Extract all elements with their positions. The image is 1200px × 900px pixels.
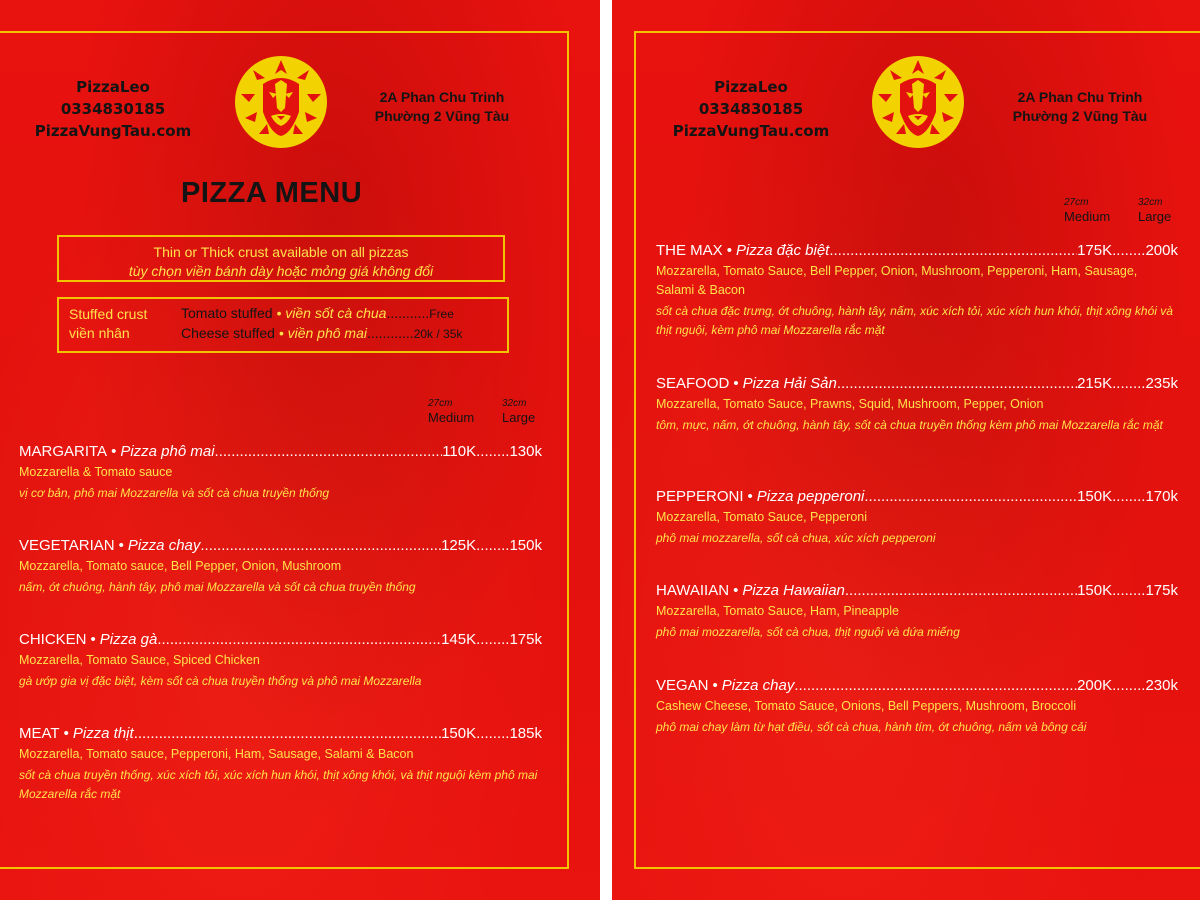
brand-name: PizzaLeo <box>714 78 788 96</box>
ingredients-en: Mozzarella & Tomato sauce <box>19 465 173 479</box>
menu-title: PIZZA MENU <box>181 177 363 209</box>
price-large: 170k <box>1145 488 1178 505</box>
price-large: 150k <box>509 537 542 554</box>
menu-item <box>19 537 542 597</box>
stuffed-option: Cheese stuffed • viền phô mai............20k / 35k <box>181 325 463 341</box>
bullet-separator: • <box>63 725 69 742</box>
price-medium: 145K <box>441 631 477 648</box>
size-medium-cm: 27cm <box>428 398 453 409</box>
address-line-2: Phường 2 Vũng Tàu <box>1012 108 1148 124</box>
dot-leader <box>837 375 1077 392</box>
stuffed-option-name: Cheese stuffed <box>181 325 275 341</box>
price-medium: 175K <box>1077 242 1113 259</box>
menu-item <box>656 582 1178 642</box>
price-medium: 125K <box>441 537 477 554</box>
menu-item-line <box>656 582 1178 599</box>
bullet-separator: • <box>118 537 124 554</box>
price-medium: 150K <box>1077 488 1113 505</box>
bullet-separator: • <box>712 677 718 694</box>
menu-item-line <box>656 677 1178 694</box>
brand-name: PizzaLeo <box>76 78 150 96</box>
stuffed-label-vn: viền nhân <box>69 325 130 341</box>
stuffed-option-price: Free <box>429 307 454 321</box>
dot-leader-short: ........ <box>476 537 510 554</box>
ingredients-vn: tôm, mực, nấm, ớt chuông, hành tây, sốt cà chua truyền thống kèm phô mai Mozzarella rắc mặt <box>656 418 1163 432</box>
brand-phone: 0334830185 <box>698 100 804 118</box>
stuffed-option-name: Tomato stuffed <box>181 305 273 321</box>
menu-item-vn-name: Pizza chay <box>127 537 201 554</box>
page-divider <box>600 0 612 900</box>
menu-item-name: VEGETARIAN <box>19 537 115 554</box>
dot-leader <box>157 631 441 648</box>
ingredients-en: Mozzarella, Tomato Sauce, Ham, Pineapple <box>656 604 899 618</box>
brand-block <box>30 76 196 142</box>
dot-leader-short: ........ <box>1112 582 1146 599</box>
brand-phone: 0334830185 <box>60 100 166 118</box>
menu-page-right <box>612 0 1200 900</box>
stuffed-crust-box <box>57 297 509 353</box>
menu-item-line <box>19 631 542 648</box>
ingredients-en: Mozzarella, Tomato Sauce, Pepperoni <box>656 510 867 524</box>
bullet-separator: • <box>733 582 739 599</box>
ingredients-vn: gà ướp gia vị đặc biệt, kèm sốt cà chua truyền thống và phô mai Mozzarella <box>19 674 422 688</box>
stuffed-label-en: Stuffed crust <box>69 306 148 322</box>
menu-item-line <box>19 537 542 554</box>
menu-item-vn-name: Pizza thịt <box>72 725 134 742</box>
menu-item-name: MARGARITA <box>19 443 108 460</box>
ingredients-en: Mozzarella, Tomato Sauce, Spiced Chicken <box>19 653 260 667</box>
dot-leader-short: ........ <box>476 725 510 742</box>
ingredients-vn: phô mai mozzarella, sốt cà chua, thịt nguội và dứa miếng <box>656 625 960 639</box>
bullet-separator: • <box>747 488 753 505</box>
price-medium: 200K <box>1077 677 1113 694</box>
stuffed-option-dots: ............ <box>367 325 414 341</box>
size-header-large <box>502 397 535 425</box>
dot-leader <box>794 677 1077 694</box>
ingredients-en: Mozzarella, Tomato Sauce, Bell Pepper, Onion, Mushroom, Pepperoni, Ham, Sausage, Salami & Bacon <box>656 264 1138 297</box>
dot-leader <box>200 537 441 554</box>
ingredients-en: Mozzarella, Tomato Sauce, Prawns, Squid, Mushroom, Pepper, Onion <box>656 397 1044 411</box>
dot-leader <box>134 725 441 742</box>
size-large-cm: 32cm <box>502 398 527 409</box>
stuffed-option: Tomato stuffed • viền sốt cà chua...........Free <box>181 305 454 321</box>
address-line-1: 2A Phan Chu Trinh <box>1017 89 1143 105</box>
menu-item-name: VEGAN <box>656 677 709 694</box>
size-header-large <box>1138 196 1171 224</box>
menu-item-vn-name: Pizza pepperoni <box>756 488 865 505</box>
dot-leader <box>215 443 443 460</box>
size-medium-cm: 27cm <box>1064 197 1089 208</box>
price-medium: 215K <box>1077 375 1113 392</box>
menu-item-vn-name: Pizza chay <box>721 677 795 694</box>
ingredients-en: Mozzarella, Tomato sauce, Bell Pepper, Onion, Mushroom <box>19 559 342 573</box>
dot-leader-short: ........ <box>1112 677 1146 694</box>
menu-item-name: SEAFOOD <box>656 375 730 392</box>
menu-item <box>656 677 1178 737</box>
ingredients-vn: phô mai mozzarella, sốt cà chua, xúc xích pepperoni <box>656 531 936 545</box>
stuffed-option-dots: ........... <box>386 305 430 321</box>
ingredients-vn: vị cơ bản, phô mai Mozzarella và sốt cà chua truyền thống <box>19 486 330 500</box>
ingredients-en: Cashew Cheese, Tomato Sauce, Onions, Bell Peppers, Mushroom, Broccoli <box>656 699 1077 713</box>
dot-leader <box>845 582 1077 599</box>
price-medium: 110K <box>442 443 477 460</box>
menu-item-line <box>656 242 1178 259</box>
size-medium-label: Medium <box>428 410 475 425</box>
stuffed-option-vn: viền sốt cà chua <box>285 305 387 321</box>
menu-item-name: HAWAIIAN <box>656 582 730 599</box>
price-large: 175k <box>509 631 542 648</box>
bullet-separator: • <box>111 443 117 460</box>
menu-item <box>19 443 542 503</box>
menu-item-name: CHICKEN <box>19 631 87 648</box>
crust-note-vn: tùy chọn viền bánh dày hoặc mỏng giá không đổi <box>128 263 434 279</box>
brand-block <box>668 76 834 142</box>
address-line-2: Phường 2 Vũng Tàu <box>374 108 510 124</box>
price-large: 130k <box>509 443 542 460</box>
menu-item-name: THE MAX <box>656 242 723 259</box>
menu-item-line <box>19 443 542 460</box>
page-border <box>634 31 1200 869</box>
crust-note-en: Thin or Thick crust available on all pizzas <box>153 244 409 260</box>
size-large-cm: 32cm <box>1138 197 1163 208</box>
address-block <box>360 88 524 126</box>
lion-head-logo-icon <box>870 54 966 150</box>
stuffed-option-price: 20k / 35k <box>413 327 463 341</box>
price-large: 230k <box>1145 677 1178 694</box>
bullet-separator: • <box>733 375 739 392</box>
size-header-medium <box>428 397 474 425</box>
size-header-medium <box>1064 196 1110 224</box>
address-line-1: 2A Phan Chu Trinh <box>379 89 505 105</box>
price-large: 200k <box>1145 242 1178 259</box>
menu-item <box>19 631 542 691</box>
menu-item-line <box>19 725 542 742</box>
menu-item-name: MEAT <box>19 725 60 742</box>
size-large-label: Large <box>502 410 536 425</box>
crust-note-box <box>57 235 505 282</box>
dot-leader-short: ........ <box>1112 488 1146 505</box>
menu-item-line <box>656 375 1178 392</box>
address-block <box>998 88 1162 126</box>
menu-item <box>19 725 542 804</box>
menu-item <box>656 488 1178 548</box>
menu-item-vn-name: Pizza gà <box>99 631 158 648</box>
brand-website: PizzaVungTau.com <box>34 122 192 140</box>
stuffed-label <box>69 305 147 343</box>
bullet-separator: • <box>726 242 732 259</box>
ingredients-vn: sốt cà chua đặc trưng, ớt chuông, hành tây, nấm, xúc xích tỏi, xúc xích hun khói, thịt xông khói và thịt nguội, kèm phô mai Mozzarella rắc mặt <box>656 304 1173 337</box>
menu-item-name: PEPPERONI <box>656 488 744 505</box>
size-large-label: Large <box>1138 209 1172 224</box>
ingredients-vn: phô mai chay làm từ hạt điều, sốt cà chua, hành tím, ớt chuông, nấm và bông cải <box>656 720 1087 734</box>
menu-item-vn-name: Pizza Hải Sản <box>742 375 837 392</box>
menu-item <box>656 242 1178 340</box>
brand-website: PizzaVungTau.com <box>672 122 830 140</box>
bullet-separator: • <box>90 631 96 648</box>
stuffed-option-vn: viền phô mai <box>287 325 367 341</box>
price-medium: 150K <box>441 725 477 742</box>
price-medium: 150K <box>1077 582 1113 599</box>
dot-leader-short: ........ <box>476 631 510 648</box>
menu-item-vn-name: Pizza phô mai <box>120 443 215 460</box>
dot-leader-short: ........ <box>1112 242 1146 259</box>
ingredients-en: Mozzarella, Tomato sauce, Pepperoni, Ham, Sausage, Salami & Bacon <box>19 747 414 761</box>
dot-leader <box>864 488 1077 505</box>
price-large: 175k <box>1145 582 1178 599</box>
lion-head-logo-icon <box>233 54 329 150</box>
dot-leader-short: ........ <box>476 443 510 460</box>
price-large: 185k <box>509 725 542 742</box>
menu-item-vn-name: Pizza đặc biệt <box>735 242 830 259</box>
ingredients-vn: sốt cà chua truyền thống, xúc xích tỏi, xúc xích hun khói, thịt xông khói, và thịt nguội kèm phô mai Mozzarella rắc mặt <box>19 768 538 801</box>
price-large: 235k <box>1145 375 1178 392</box>
menu-item-vn-name: Pizza Hawaiian <box>742 582 845 599</box>
menu-item <box>656 375 1178 435</box>
dot-leader-short: ........ <box>1112 375 1146 392</box>
menu-item-line <box>656 488 1178 505</box>
ingredients-vn: nấm, ớt chuông, hành tây, phô mai Mozzarella và sốt cà chua truyền thống <box>19 580 416 594</box>
dot-leader <box>829 242 1077 259</box>
size-medium-label: Medium <box>1064 209 1111 224</box>
